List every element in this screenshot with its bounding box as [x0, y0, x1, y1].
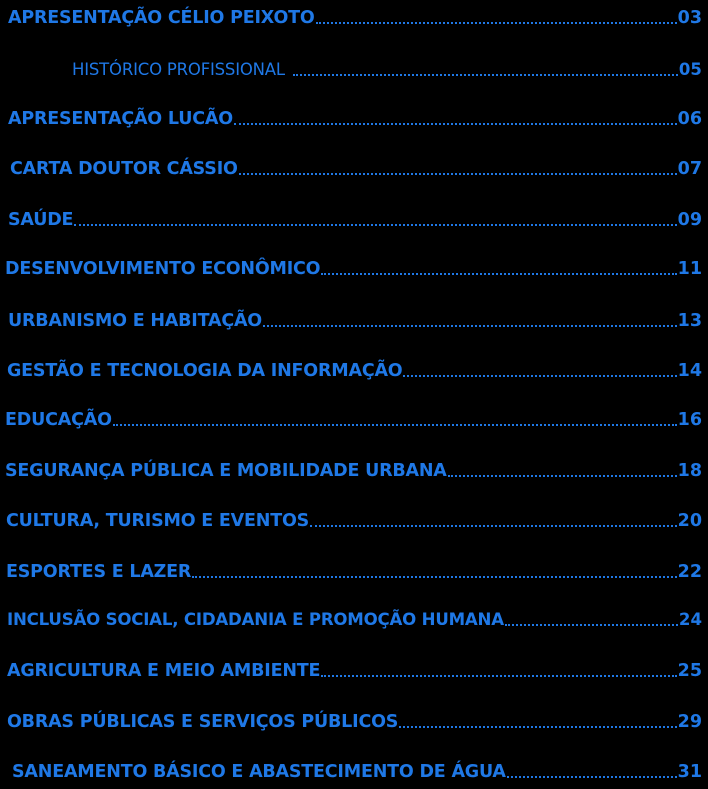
- toc-entry-saude[interactable]: [8, 209, 702, 231]
- dot-leader: [74, 224, 676, 226]
- dot-leader: [399, 726, 676, 728]
- toc-entry-educacao[interactable]: [5, 409, 702, 431]
- dot-leader: [234, 123, 677, 125]
- dot-leader: [263, 325, 677, 327]
- toc-entry-title: DESENVOLVIMENTO ECONÔMICO: [5, 259, 321, 279]
- toc-entry-title: SAÚDE: [8, 210, 74, 230]
- toc-entry-page: 05: [678, 60, 702, 79]
- dot-leader: [403, 375, 676, 377]
- dot-leader: [321, 273, 676, 275]
- toc-entry-title: SEGURANÇA PÚBLICA E MOBILIDADE URBANA: [5, 461, 447, 481]
- dot-leader: [113, 424, 677, 426]
- toc-entry-title: SANEAMENTO BÁSICO E ABASTECIMENTO DE ÁGUA: [12, 762, 506, 782]
- toc-entry-gestao-tecnologia[interactable]: [7, 360, 702, 382]
- toc-entry-page: 13: [677, 311, 702, 331]
- toc-entry-title: APRESENTAÇÃO CÉLIO PEIXOTO: [8, 8, 315, 28]
- toc-entry-historico-profissional[interactable]: [72, 59, 702, 81]
- toc-entry-saneamento-agua[interactable]: [12, 761, 702, 783]
- toc-entry-page: 31: [677, 762, 702, 782]
- toc-entry-desenvolvimento-economico[interactable]: [5, 258, 702, 280]
- toc-entry-apresentacao-celio[interactable]: [8, 7, 702, 29]
- toc-entry-cultura-turismo[interactable]: [6, 510, 702, 532]
- dot-leader: [192, 576, 676, 578]
- toc-entry-page: 25: [677, 661, 702, 681]
- toc-entry-page: 20: [677, 511, 702, 531]
- toc-entry-title: OBRAS PÚBLICAS E SERVIÇOS PÚBLICOS: [7, 712, 399, 732]
- toc-entry-carta-doutor-cassio[interactable]: [10, 158, 702, 180]
- toc-entry-page: 07: [677, 159, 702, 179]
- toc-entry-title: EDUCAÇÃO: [5, 410, 112, 430]
- dot-leader: [239, 173, 677, 175]
- toc-entry-inclusao-social[interactable]: [7, 609, 702, 631]
- toc-entry-page: 18: [677, 461, 702, 481]
- toc-entry-page: 22: [677, 562, 702, 582]
- toc-entry-page: 29: [677, 712, 702, 732]
- toc-entry-page: 09: [677, 210, 702, 230]
- toc-entry-seguranca-mobilidade[interactable]: [5, 460, 702, 482]
- toc-entry-title: INCLUSÃO SOCIAL, CIDADANIA E PROMOÇÃO HUMANA: [7, 610, 504, 629]
- dot-leader: [321, 675, 676, 677]
- dot-leader: [448, 475, 677, 477]
- toc-entry-title: APRESENTAÇÃO LUCÃO: [8, 109, 233, 129]
- toc-entry-page: 11: [677, 259, 702, 279]
- toc-entry-page: 24: [678, 610, 702, 629]
- toc-entry-obras-servicos[interactable]: [7, 711, 702, 733]
- dot-leader: [505, 624, 678, 626]
- dot-leader: [310, 525, 677, 527]
- toc-entry-page: 14: [677, 361, 702, 381]
- toc-entry-title: URBANISMO E HABITAÇÃO: [8, 311, 262, 331]
- toc-entry-title: ESPORTES E LAZER: [6, 562, 192, 582]
- dot-leader: [507, 776, 677, 778]
- toc-entry-urbanismo-habitacao[interactable]: [8, 310, 702, 332]
- toc-entry-title: HISTÓRICO PROFISSIONAL: [72, 60, 285, 79]
- toc-entry-page: 03: [677, 8, 702, 28]
- toc-entry-page: 06: [677, 109, 702, 129]
- toc-entry-esportes-lazer[interactable]: [6, 561, 702, 583]
- toc-entry-title: CULTURA, TURISMO E EVENTOS: [6, 511, 310, 531]
- toc-entry-agricultura-meio-ambiente[interactable]: [7, 660, 702, 682]
- toc-entry-title: AGRICULTURA E MEIO AMBIENTE: [7, 661, 321, 681]
- dot-leader: [293, 74, 678, 76]
- toc-entry-title: GESTÃO E TECNOLOGIA DA INFORMAÇÃO: [7, 361, 403, 381]
- dot-leader: [316, 22, 677, 24]
- toc-entry-title: CARTA DOUTOR CÁSSIO: [10, 159, 238, 179]
- toc-entry-apresentacao-lucao[interactable]: [8, 108, 702, 130]
- toc-entry-page: 16: [677, 410, 702, 430]
